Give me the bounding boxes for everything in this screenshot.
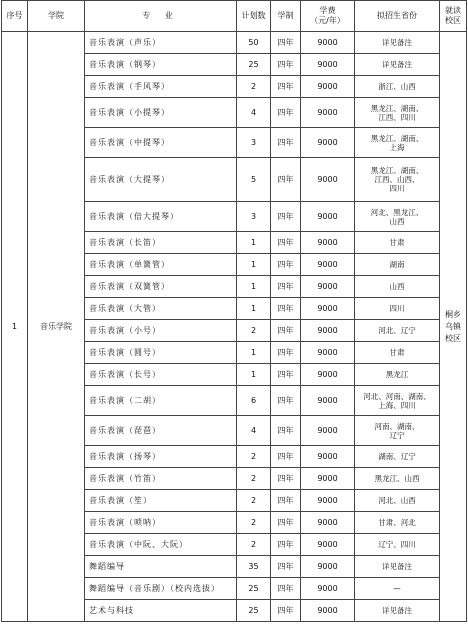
- tuition-fee-cell: 9000: [301, 128, 355, 158]
- provinces-cell: [355, 298, 440, 320]
- row-seq-cell: 1: [2, 32, 28, 622]
- tuition-fee-cell: 9000: [301, 320, 355, 342]
- plan-count-cell: 35: [237, 556, 271, 578]
- tuition-fee-cell: 9000: [301, 158, 355, 202]
- province-line: 浙江、山西: [378, 82, 416, 91]
- table-row: [2, 32, 467, 54]
- major-cell: 音乐表演（二胡）: [85, 386, 237, 416]
- provinces-cell: [355, 512, 440, 534]
- province-line: 详见备注: [382, 562, 412, 571]
- tuition-fee-cell: 9000: [301, 490, 355, 512]
- major-cell: 艺术与科技: [85, 600, 237, 622]
- tuition-fee-cell: 9000: [301, 446, 355, 468]
- plan-count-cell: 2: [237, 512, 271, 534]
- header-row: [2, 1, 467, 32]
- provinces-cell: [355, 468, 440, 490]
- header-campus-line2: 校区: [445, 16, 461, 25]
- major-cell: 舞蹈编导: [85, 556, 237, 578]
- major-cell: 音乐表演（竹笛）: [85, 468, 237, 490]
- provinces-cell: [355, 158, 440, 202]
- province-line: 四川: [389, 304, 405, 313]
- province-line: 黑龙江、山西: [374, 474, 420, 483]
- header-fee-line2: （元/年）: [310, 16, 345, 25]
- major-cell: 音乐表演（大管）: [85, 298, 237, 320]
- tuition-fee-cell: 9000: [301, 534, 355, 556]
- tuition-fee-cell: 9000: [301, 342, 355, 364]
- major-cell: 音乐表演（倍大提琴）: [85, 202, 237, 232]
- tuition-fee-cell: 9000: [301, 32, 355, 54]
- major-cell: 音乐表演（笙）: [85, 490, 237, 512]
- province-line: 上海: [389, 142, 405, 152]
- tuition-fee-cell: 9000: [301, 54, 355, 76]
- province-line: —: [393, 584, 401, 593]
- province-line: 黑龙江、湖南、: [370, 166, 424, 175]
- province-line: 河北、河南、湖南、: [363, 391, 431, 401]
- tuition-fee-cell: 9000: [301, 276, 355, 298]
- province-line: 黑龙江、湖南、: [370, 103, 424, 113]
- plan-count-cell: 3: [237, 202, 271, 232]
- plan-count-cell: 1: [237, 276, 271, 298]
- study-length-cell: 四年: [271, 600, 301, 622]
- study-length-cell: 四年: [271, 534, 301, 556]
- tuition-fee-cell: 9000: [301, 254, 355, 276]
- provinces-cell: [355, 446, 440, 468]
- admission-plan-table: [1, 0, 467, 622]
- study-length-cell: 四年: [271, 254, 301, 276]
- major-cell: 音乐表演（单簧管）: [85, 254, 237, 276]
- major-cell: 音乐表演（唢呐）: [85, 512, 237, 534]
- tuition-fee-cell: 9000: [301, 202, 355, 232]
- study-length-cell: 四年: [271, 468, 301, 490]
- province-line: 甘肃: [389, 238, 405, 247]
- plan-count-cell: 2: [237, 446, 271, 468]
- province-line: 辽宁、四川: [378, 540, 416, 549]
- study-length-cell: 四年: [271, 578, 301, 600]
- major-cell: 音乐表演（扬琴）: [85, 446, 237, 468]
- major-cell: 音乐表演（长笛）: [85, 232, 237, 254]
- provinces-cell: [355, 254, 440, 276]
- province-line: 黑龙江: [385, 370, 409, 379]
- province-line: 河北、黑龙江、: [370, 207, 424, 217]
- province-line: 上海、四川: [378, 400, 416, 410]
- campus-line: 桐乡: [445, 309, 461, 319]
- province-line: 湖南、辽宁: [378, 452, 416, 461]
- major-cell: 音乐表演（长号）: [85, 364, 237, 386]
- province-line: 甘肃、河北: [378, 518, 416, 527]
- major-cell: 音乐表演（双簧管）: [85, 276, 237, 298]
- study-length-cell: 四年: [271, 342, 301, 364]
- plan-count-cell: 1: [237, 254, 271, 276]
- province-line: 河北、山西: [378, 496, 416, 505]
- header-fee-line1: 学费: [319, 6, 336, 15]
- study-length-cell: 四年: [271, 98, 301, 128]
- plan-count-cell: 2: [237, 320, 271, 342]
- header-seq: 序号: [2, 1, 28, 32]
- study-length-cell: 四年: [271, 76, 301, 98]
- major-cell: 音乐表演（琵琶）: [85, 416, 237, 446]
- major-cell: 音乐表演（手风琴）: [85, 76, 237, 98]
- tuition-fee-cell: 9000: [301, 364, 355, 386]
- plan-count-cell: 2: [237, 468, 271, 490]
- plan-count-cell: 50: [237, 32, 271, 54]
- study-length-cell: 四年: [271, 320, 301, 342]
- provinces-cell: [355, 386, 440, 416]
- tuition-fee-cell: 9000: [301, 232, 355, 254]
- province-line: 江西、四川: [378, 112, 416, 122]
- major-cell: 舞蹈编导（音乐剧）（校内选拔）: [85, 578, 237, 600]
- header-length: 学制: [271, 1, 301, 32]
- province-line: 山西: [389, 282, 405, 291]
- tuition-fee-cell: 9000: [301, 512, 355, 534]
- provinces-cell: [355, 54, 440, 76]
- study-length-cell: 四年: [271, 512, 301, 534]
- study-length-cell: 四年: [271, 446, 301, 468]
- major-cell: 音乐表演（中阮、大阮）: [85, 534, 237, 556]
- provinces-cell: [355, 202, 440, 232]
- plan-count-cell: 4: [237, 416, 271, 446]
- study-length-cell: 四年: [271, 158, 301, 202]
- provinces-cell: [355, 232, 440, 254]
- study-length-cell: 四年: [271, 232, 301, 254]
- plan-count-cell: 25: [237, 600, 271, 622]
- province-line: 详见备注: [382, 38, 412, 47]
- major-cell: 音乐表演（小号）: [85, 320, 237, 342]
- major-cell: 音乐表演（钢琴）: [85, 54, 237, 76]
- tuition-fee-cell: 9000: [301, 468, 355, 490]
- provinces-cell: [355, 600, 440, 622]
- province-line: 辽宁: [389, 430, 405, 440]
- tuition-fee-cell: 9000: [301, 556, 355, 578]
- plan-count-cell: 2: [237, 76, 271, 98]
- province-line: 河北、辽宁: [378, 326, 416, 335]
- province-line: 湖南: [389, 260, 405, 269]
- plan-count-cell: 1: [237, 298, 271, 320]
- tuition-fee-cell: 9000: [301, 76, 355, 98]
- study-length-cell: 四年: [271, 276, 301, 298]
- province-line: 山西: [389, 216, 405, 226]
- provinces-cell: [355, 578, 440, 600]
- provinces-cell: [355, 320, 440, 342]
- major-cell: 音乐表演（大提琴）: [85, 158, 237, 202]
- plan-count-cell: 5: [237, 158, 271, 202]
- study-length-cell: 四年: [271, 128, 301, 158]
- plan-count-cell: 4: [237, 98, 271, 128]
- study-length-cell: 四年: [271, 298, 301, 320]
- study-length-cell: 四年: [271, 32, 301, 54]
- study-length-cell: 四年: [271, 202, 301, 232]
- province-line: 江西、山西、: [374, 175, 420, 184]
- plan-count-cell: 1: [237, 342, 271, 364]
- provinces-cell: [355, 490, 440, 512]
- tuition-fee-cell: 9000: [301, 298, 355, 320]
- study-length-cell: 四年: [271, 416, 301, 446]
- province-line: 黑龙江、湖南、: [370, 133, 424, 143]
- tuition-fee-cell: 9000: [301, 98, 355, 128]
- campus-line: 校区: [445, 333, 461, 343]
- provinces-cell: [355, 556, 440, 578]
- plan-count-cell: 1: [237, 364, 271, 386]
- study-length-cell: 四年: [271, 556, 301, 578]
- major-cell: 音乐表演（圆号）: [85, 342, 237, 364]
- tuition-fee-cell: 9000: [301, 416, 355, 446]
- plan-count-cell: 25: [237, 578, 271, 600]
- provinces-cell: [355, 364, 440, 386]
- table-body: [2, 32, 467, 622]
- header-campus: [440, 1, 467, 32]
- major-cell: 音乐表演（中提琴）: [85, 128, 237, 158]
- major-cell: 音乐表演（小提琴）: [85, 98, 237, 128]
- plan-count-cell: 2: [237, 534, 271, 556]
- province-line: 详见备注: [382, 60, 412, 69]
- study-length-cell: 四年: [271, 490, 301, 512]
- province-line: 四川: [389, 184, 405, 193]
- provinces-cell: [355, 534, 440, 556]
- header-college: 学院: [28, 1, 85, 32]
- college-cell: 音乐学院: [28, 32, 85, 622]
- province-line: 详见备注: [382, 606, 412, 615]
- campus-line: 乌镇: [445, 321, 461, 331]
- header-fee: [301, 1, 355, 32]
- study-length-cell: 四年: [271, 386, 301, 416]
- header-provinces: 拟招生省份: [355, 1, 440, 32]
- study-length-cell: 四年: [271, 364, 301, 386]
- provinces-cell: [355, 128, 440, 158]
- tuition-fee-cell: 9000: [301, 578, 355, 600]
- tuition-fee-cell: 9000: [301, 600, 355, 622]
- campus-cell: [440, 32, 467, 622]
- plan-count-cell: 3: [237, 128, 271, 158]
- major-cell: 音乐表演（声乐）: [85, 32, 237, 54]
- provinces-cell: [355, 32, 440, 54]
- plan-count-cell: 25: [237, 54, 271, 76]
- plan-count-cell: 2: [237, 490, 271, 512]
- provinces-cell: [355, 342, 440, 364]
- header-campus-line1: 就读: [445, 6, 461, 15]
- province-line: 甘肃: [389, 348, 405, 357]
- provinces-cell: [355, 76, 440, 98]
- plan-count-cell: 6: [237, 386, 271, 416]
- province-line: 河南、湖南、: [374, 421, 420, 431]
- tuition-fee-cell: 9000: [301, 386, 355, 416]
- plan-count-cell: 1: [237, 232, 271, 254]
- provinces-cell: [355, 276, 440, 298]
- header-plan: 计划数: [237, 1, 271, 32]
- provinces-cell: [355, 98, 440, 128]
- study-length-cell: 四年: [271, 54, 301, 76]
- header-major: 专 业: [85, 1, 237, 32]
- provinces-cell: [355, 416, 440, 446]
